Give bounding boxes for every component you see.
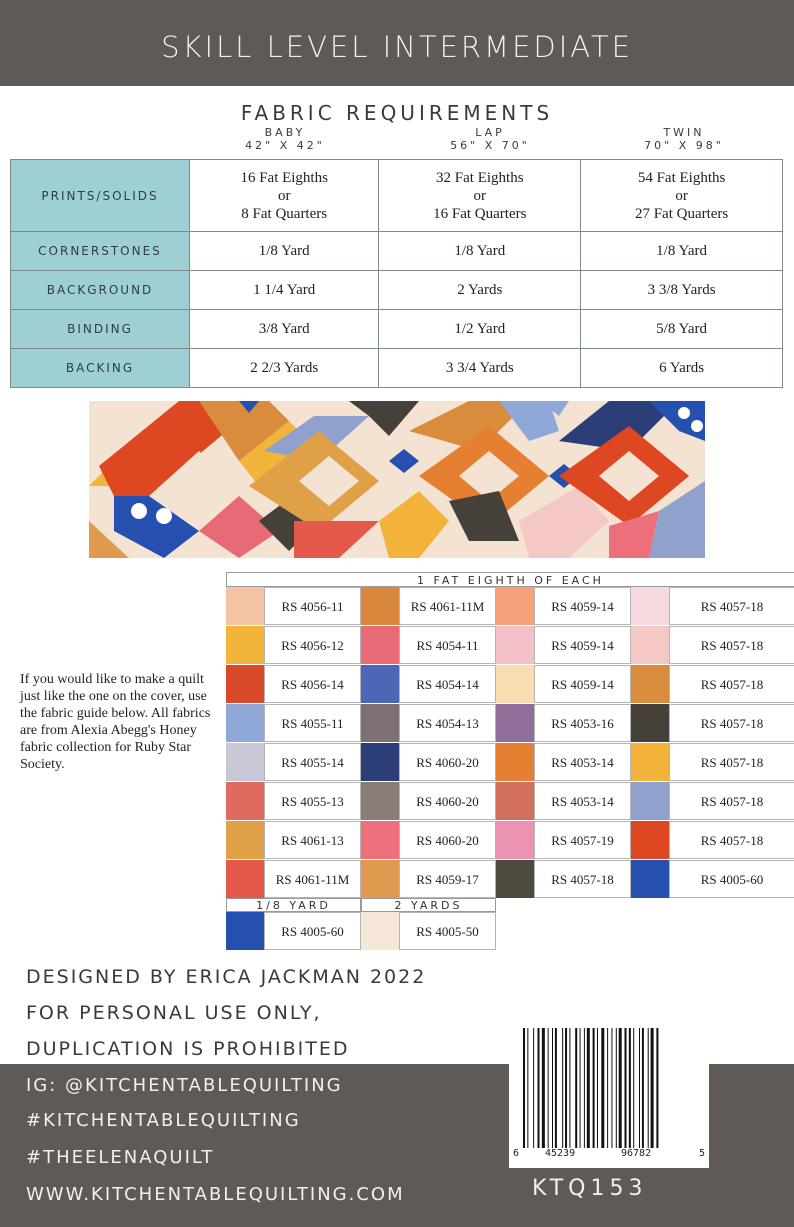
fabric-swatch <box>631 782 669 820</box>
fabric-code: RS 4057-18 <box>669 821 794 859</box>
requirement-lap <box>379 160 581 232</box>
fabric-code: RS 4059-14 <box>534 626 631 664</box>
requirement-line: 16 Fat Eighths <box>240 169 328 186</box>
fabric-swatch <box>496 860 534 898</box>
fabric-code: RS 4059-17 <box>399 860 496 898</box>
fabric-swatch <box>361 860 399 898</box>
size-name: BABY <box>264 126 306 139</box>
requirement-line: 54 Fat Eighths <box>637 169 726 186</box>
requirement-label: CORNERSTONES <box>11 232 190 271</box>
requirement-lap <box>379 310 581 349</box>
fabric-swatch <box>496 821 534 859</box>
size-dims: 56" X 70" <box>450 139 530 152</box>
fabric-code: RS 4059-14 <box>534 587 631 625</box>
fabric-code: RS 4057-18 <box>669 782 794 820</box>
fabric-swatch <box>631 626 669 664</box>
fabric-code: RS 4056-11 <box>264 587 361 625</box>
fabric-swatch <box>631 821 669 859</box>
size-lap <box>440 126 540 152</box>
fabric-code: RS 4005-50 <box>399 912 496 950</box>
requirement-line: 3 3/8 Yards <box>647 282 716 298</box>
requirement-baby <box>190 232 379 271</box>
barcode-digit-last: 5 <box>699 1148 706 1159</box>
fabric-code: RS 4055-14 <box>264 743 361 781</box>
requirement-label: BACKGROUND <box>11 271 190 310</box>
fabric-code: RS 4054-14 <box>399 665 496 703</box>
requirement-twin <box>581 232 783 271</box>
requirement-line: or <box>675 187 688 204</box>
fabric-swatch <box>226 665 264 703</box>
fabric-code: RS 4053-14 <box>534 782 631 820</box>
fabric-swatch <box>226 782 264 820</box>
fabric-requirements-table <box>10 159 783 388</box>
personal-use: FOR PERSONAL USE ONLY, <box>26 1002 322 1024</box>
fabric-code: RS 4057-18 <box>669 587 794 625</box>
requirement-line: 1 1/4 Yard <box>253 282 316 298</box>
instagram-handle[interactable]: IG: @KITCHENTABLEQUILTING <box>26 1075 343 1096</box>
requirement-line: 5/8 Yard <box>656 321 708 337</box>
fabric-swatch <box>496 704 534 742</box>
fabric-swatch <box>361 912 399 950</box>
fabric-swatch <box>226 587 264 625</box>
size-dims: 70" X 98" <box>644 139 724 152</box>
quilt-image <box>89 401 705 558</box>
fabric-code: RS 4061-11M <box>264 860 361 898</box>
barcode-digits-left: 45239 <box>545 1148 576 1159</box>
fabric-swatch <box>361 821 399 859</box>
fabric-swatch <box>631 587 669 625</box>
fabric-code: RS 4056-12 <box>264 626 361 664</box>
fabric-swatch <box>496 665 534 703</box>
fabric-swatch <box>496 743 534 781</box>
requirement-line: 1/8 Yard <box>258 243 310 259</box>
fabric-code: RS 4057-18 <box>669 626 794 664</box>
skill-level-title: SKILL LEVEL INTERMEDIATE <box>161 30 633 64</box>
requirement-lap <box>379 232 581 271</box>
fabric-swatch <box>361 782 399 820</box>
requirement-lap <box>379 349 581 388</box>
requirement-row <box>11 310 783 349</box>
fabric-code: RS 4057-18 <box>534 860 631 898</box>
requirement-line: 1/8 Yard <box>656 243 708 259</box>
barcode-digit-first: 6 <box>513 1148 520 1159</box>
fabric-guide-note: If you would like to make a quilt just like the one on the cover, use the fabric guide below. All fabrics are from Alexia Abegg's Honey fabric collection for Ruby Star Society. <box>20 672 211 772</box>
extra-header-1: 1/8 YARD <box>226 898 361 912</box>
requirement-baby <box>190 310 379 349</box>
size-name: LAP <box>475 126 505 139</box>
requirement-line: 3/8 Yard <box>258 321 310 337</box>
hashtag-ktq[interactable]: #KITCHENTABLEQUILTING <box>26 1110 301 1131</box>
requirement-row <box>11 160 783 232</box>
requirement-twin <box>581 310 783 349</box>
requirement-line: 6 Yards <box>659 360 705 376</box>
requirement-label: BINDING <box>11 310 190 349</box>
fabric-code: RS 4055-13 <box>264 782 361 820</box>
requirement-line: or <box>277 187 291 204</box>
barcode-digits-right: 96782 <box>621 1148 652 1159</box>
requirement-row <box>11 349 783 388</box>
fabric-code: RS 4057-19 <box>534 821 631 859</box>
fabric-code: RS 4053-14 <box>534 743 631 781</box>
fabric-code: RS 4057-18 <box>669 704 794 742</box>
requirement-line: 32 Fat Eighths <box>436 169 524 186</box>
requirement-baby <box>190 349 379 388</box>
requirement-baby <box>190 160 379 232</box>
fabric-code: RS 4005-60 <box>264 912 361 950</box>
fabric-code: RS 4053-16 <box>534 704 631 742</box>
fabric-guide-header: 1 FAT EIGHTH OF EACH <box>226 572 794 587</box>
size-name: TWIN <box>663 126 705 139</box>
website-link[interactable]: WWW.KITCHENTABLEQUILTING.COM <box>26 1184 405 1205</box>
fabric-code: RS 4061-13 <box>264 821 361 859</box>
fabric-swatch <box>226 704 264 742</box>
barcode-bars <box>523 1028 695 1148</box>
barcode <box>509 1018 709 1168</box>
fabric-swatch <box>226 626 264 664</box>
fabric-code: RS 4060-20 <box>399 782 496 820</box>
fabric-swatch <box>631 743 669 781</box>
fabric-code: RS 4057-18 <box>669 743 794 781</box>
duplication-notice: DUPLICATION IS PROHIBITED <box>26 1038 350 1060</box>
fabric-swatch <box>631 704 669 742</box>
requirement-line: 1/8 Yard <box>454 243 506 259</box>
fabric-code: RS 4005-60 <box>669 860 794 898</box>
fabric-swatch <box>361 626 399 664</box>
fabric-requirements-title: FABRIC REQUIREMENTS <box>240 101 554 125</box>
requirement-line: 2 2/3 Yards <box>250 360 319 376</box>
fabric-swatch <box>496 587 534 625</box>
fabric-swatch <box>631 860 669 898</box>
fabric-swatch <box>226 821 264 859</box>
fabric-swatch <box>226 860 264 898</box>
requirement-line: 8 Fat Quarters <box>241 205 328 222</box>
fabric-code: RS 4056-14 <box>264 665 361 703</box>
fabric-swatch <box>361 743 399 781</box>
requirement-line: 2 Yards <box>457 282 503 298</box>
fabric-code: RS 4054-13 <box>399 704 496 742</box>
fabric-swatch <box>361 704 399 742</box>
hashtag-elena[interactable]: #THEELENAQUILT <box>26 1147 215 1168</box>
size-dims: 42" X 42" <box>245 139 325 152</box>
fabric-code: RS 4057-18 <box>669 665 794 703</box>
requirement-line: 1/2 Yard <box>454 321 506 337</box>
requirement-line: 3 3/4 Yards <box>445 360 514 376</box>
fabric-code: RS 4060-20 <box>399 821 496 859</box>
size-baby <box>240 126 330 152</box>
top-banner <box>0 0 794 86</box>
designed-by: DESIGNED BY ERICA JACKMAN 2022 <box>26 966 427 988</box>
requirement-line: 27 Fat Quarters <box>634 205 729 222</box>
fabric-code: RS 4054-11 <box>399 626 496 664</box>
product-code: KTQ153 <box>532 1176 648 1201</box>
fabric-swatch <box>361 587 399 625</box>
requirement-label: PRINTS/SOLIDS <box>11 160 190 232</box>
requirement-twin <box>581 160 783 232</box>
fabric-swatch <box>226 912 264 950</box>
requirement-row <box>11 232 783 271</box>
requirement-lap <box>379 271 581 310</box>
requirement-twin <box>581 271 783 310</box>
fabric-swatch <box>226 743 264 781</box>
fabric-code: RS 4060-20 <box>399 743 496 781</box>
requirement-line: or <box>473 187 487 204</box>
fabric-swatch <box>496 782 534 820</box>
fabric-code: RS 4055-11 <box>264 704 361 742</box>
requirement-baby <box>190 271 379 310</box>
requirement-line: 16 Fat Quarters <box>433 205 527 222</box>
fabric-code: RS 4061-11M <box>399 587 496 625</box>
quilt-illustration <box>89 401 705 558</box>
fabric-swatch <box>361 665 399 703</box>
requirement-twin <box>581 349 783 388</box>
requirement-row <box>11 271 783 310</box>
extra-header-2: 2 YARDS <box>361 898 496 912</box>
fabric-code: RS 4059-14 <box>534 665 631 703</box>
size-twin <box>634 126 734 152</box>
fabric-swatch <box>496 626 534 664</box>
requirement-label: BACKING <box>11 349 190 388</box>
fabric-swatch <box>631 665 669 703</box>
